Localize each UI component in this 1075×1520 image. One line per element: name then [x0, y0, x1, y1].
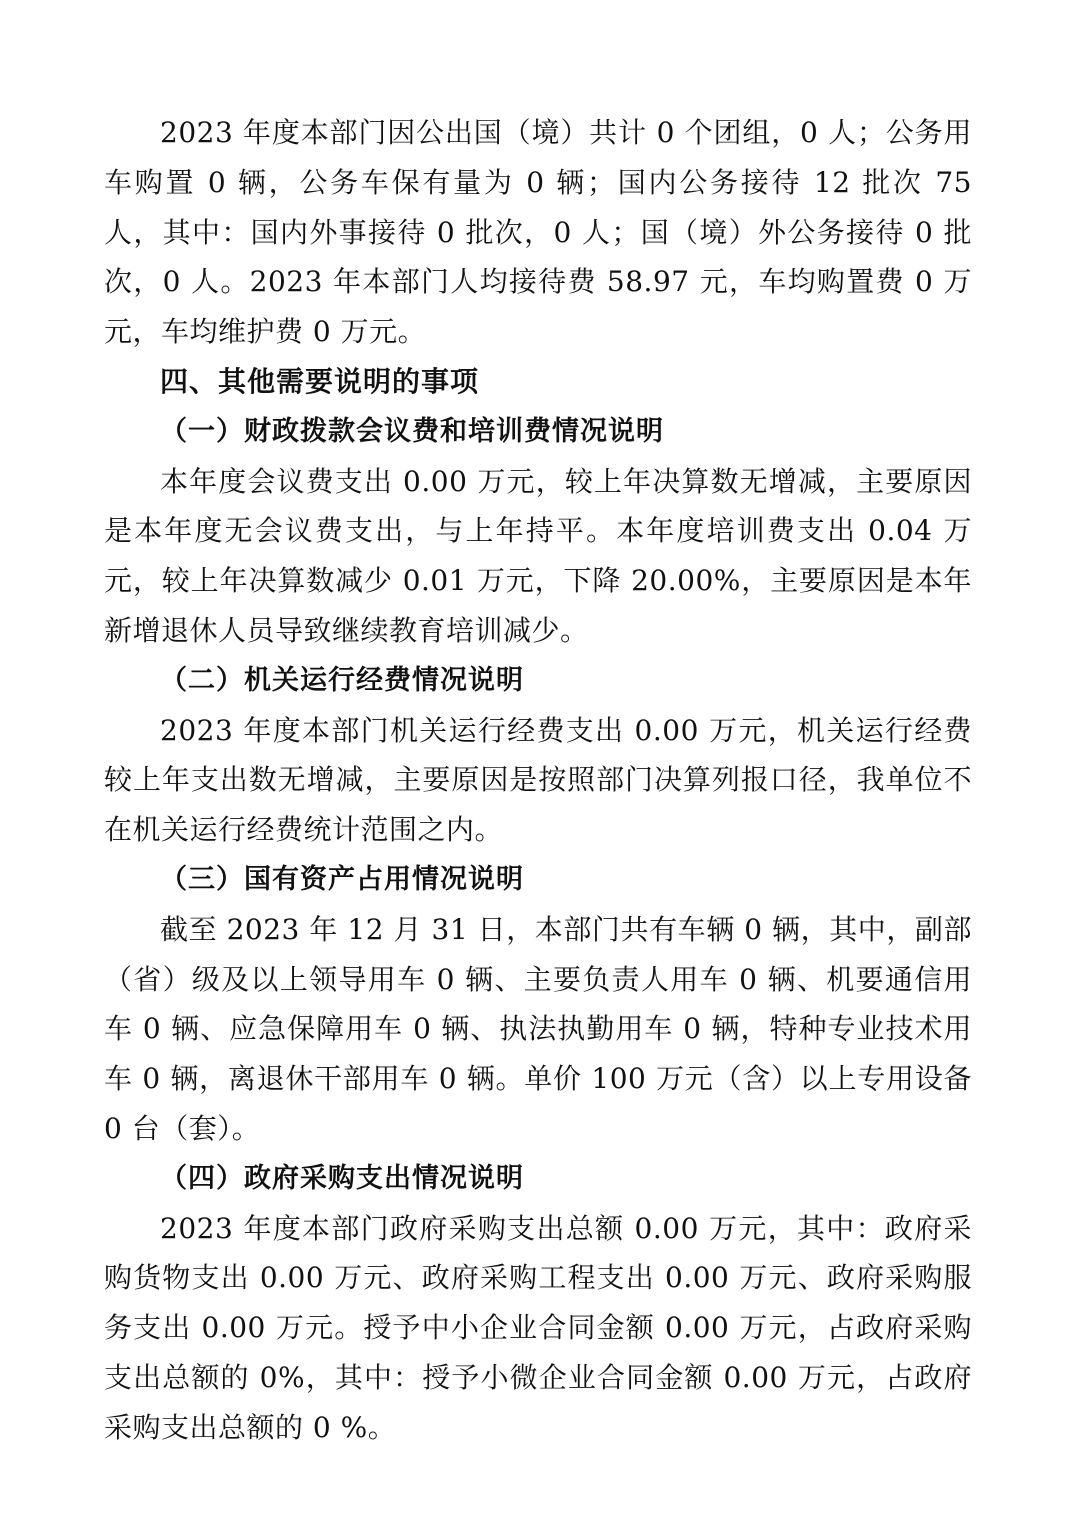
paragraph-state-assets: 截至 2023 年 12 月 31 日，本部门共有车辆 0 辆，其中，副部（省）级及以上领导用车 0 辆、主要负责人用车 0 辆、机要通信用车 0 辆、应急保障用车 0 辆、执法执勤用车 0 辆，特种专业技术用车 0 辆，离退休干部用车 0 辆。单价 100 万元（含）以上专用设备 0 台（套）。 — [104, 912, 972, 1145]
subsection-title-state-assets: （三）国有资产占用情况说明 — [160, 863, 524, 895]
section-title-other-matters: 四、其他需要说明的事项 — [160, 364, 480, 398]
paragraph-procurement: 2023 年度本部门政府采购支出总额 0.00 万元，其中：政府采购货物支出 0.00 万元、政府采购工程支出 0.00 万元、政府采购服务支出 0.00 万元。授予中小企业合同金额 0.00 万元，占政府采购支出总额的 0%，其中：授予小微企业合同金额 0.00 万元，占政府采购支出总额的 0 %。 — [104, 1211, 972, 1444]
paragraph-public-expenses: 2023 年度本部门因公出国（境）共计 0 个团组，0 人；公务用车购置 0 辆，公务车保有量为 0 辆；国内公务接待 12 批次 75 人，其中：国内外事接待 0 批次，0 人；国（境）外公务接待 0 批次，0 人。2023 年本部门人均接待费 58.97 元，车均购置费 0 万元，车均维护费 0 万元。 — [104, 116, 972, 349]
subsection-title-meeting-training: （一）财政拨款会议费和培训费情况说明 — [160, 415, 664, 447]
paragraph-meeting-training: 本年度会议费支出 0.00 万元，较上年决算数无增减，主要原因是本年度无会议费支出，与上年持平。本年度培训费支出 0.04 万元，较上年决算数减少 0.01 万元，下降 20.00%，主要原因是本年新增退休人员导致继续教育培训减少。 — [104, 464, 972, 647]
paragraph-operating-funds: 2023 年度本部门机关运行经费支出 0.00 万元，机关运行经费较上年支出数无增减，主要原因是按照部门决算列报口径，我单位不在机关运行经费统计范围之内。 — [104, 713, 972, 847]
subsection-title-operating-funds: （二）机关运行经费情况说明 — [160, 664, 524, 696]
document-page — [104, 108, 972, 1453]
subsection-title-procurement: （四）政府采购支出情况说明 — [160, 1162, 524, 1194]
